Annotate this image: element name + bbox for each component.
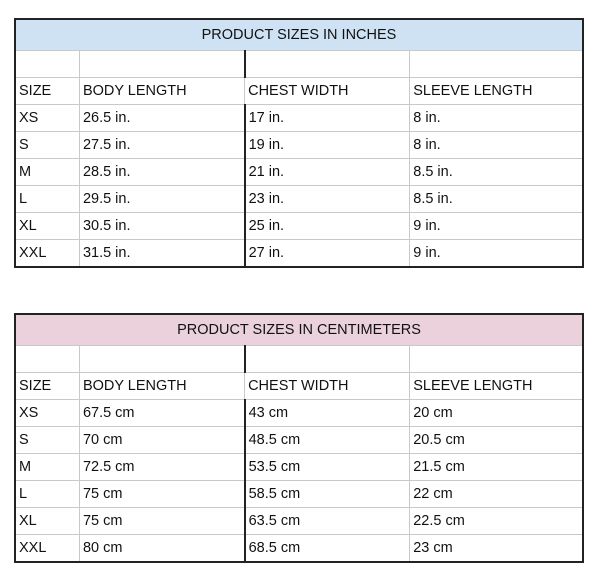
measurement-cell: 25 in. [245, 213, 410, 240]
blank-cell [410, 346, 583, 373]
measurement-cell: 20.5 cm [410, 427, 583, 454]
centimeters-size-table [14, 313, 584, 563]
column-header: SLEEVE LENGTH [410, 373, 583, 400]
size-cell: XXL [15, 535, 79, 563]
measurement-cell: 48.5 cm [245, 427, 410, 454]
column-header: BODY LENGTH [79, 373, 244, 400]
column-header: SIZE [15, 373, 79, 400]
measurement-cell: 23 in. [245, 186, 410, 213]
measurement-cell: 8 in. [410, 132, 583, 159]
measurement-cell: 68.5 cm [245, 535, 410, 563]
measurement-cell: 26.5 in. [79, 105, 244, 132]
inches-header-row [15, 78, 583, 105]
table-row [15, 400, 583, 427]
table-row [15, 132, 583, 159]
measurement-cell: 23 cm [410, 535, 583, 563]
measurement-cell: 27 in. [245, 240, 410, 268]
measurement-cell: 75 cm [79, 508, 244, 535]
measurement-cell: 9 in. [410, 240, 583, 268]
measurement-cell: 20 cm [410, 400, 583, 427]
size-cell: XS [15, 400, 79, 427]
inches-size-table [14, 18, 584, 268]
blank-cell [410, 51, 583, 78]
size-cell: S [15, 427, 79, 454]
measurement-cell: 8.5 in. [410, 186, 583, 213]
inches-table-body [15, 19, 583, 267]
measurement-cell: 75 cm [79, 481, 244, 508]
table-row [15, 240, 583, 268]
measurement-cell: 17 in. [245, 105, 410, 132]
size-cell: L [15, 186, 79, 213]
measurement-cell: 22 cm [410, 481, 583, 508]
measurement-cell: 19 in. [245, 132, 410, 159]
table-row [15, 105, 583, 132]
table-row [15, 508, 583, 535]
inches-blank-row [15, 51, 583, 78]
column-header: CHEST WIDTH [245, 78, 410, 105]
inches-table-title: PRODUCT SIZES IN INCHES [15, 19, 583, 51]
blank-cell [79, 51, 244, 78]
measurement-cell: 8 in. [410, 105, 583, 132]
table-row [15, 454, 583, 481]
centimeters-title-row [15, 314, 583, 346]
centimeters-table-title: PRODUCT SIZES IN CENTIMETERS [15, 314, 583, 346]
column-header: CHEST WIDTH [245, 373, 410, 400]
table-row [15, 427, 583, 454]
measurement-cell: 8.5 in. [410, 159, 583, 186]
table-row [15, 535, 583, 563]
blank-cell [245, 51, 410, 78]
size-cell: XXL [15, 240, 79, 268]
inches-title-row [15, 19, 583, 51]
measurement-cell: 70 cm [79, 427, 244, 454]
size-cell: XS [15, 105, 79, 132]
measurement-cell: 63.5 cm [245, 508, 410, 535]
centimeters-header-row [15, 373, 583, 400]
blank-cell [15, 51, 79, 78]
measurement-cell: 72.5 cm [79, 454, 244, 481]
size-cell: M [15, 159, 79, 186]
measurement-cell: 43 cm [245, 400, 410, 427]
measurement-cell: 30.5 in. [79, 213, 244, 240]
measurement-cell: 29.5 in. [79, 186, 244, 213]
centimeters-table-body [15, 314, 583, 562]
size-cell: M [15, 454, 79, 481]
measurement-cell: 80 cm [79, 535, 244, 563]
column-header: BODY LENGTH [79, 78, 244, 105]
centimeters-blank-row [15, 346, 583, 373]
measurement-cell: 67.5 cm [79, 400, 244, 427]
table-row [15, 481, 583, 508]
measurement-cell: 22.5 cm [410, 508, 583, 535]
measurement-cell: 21.5 cm [410, 454, 583, 481]
size-cell: XL [15, 508, 79, 535]
measurement-cell: 53.5 cm [245, 454, 410, 481]
size-cell: S [15, 132, 79, 159]
size-cell: L [15, 481, 79, 508]
size-cell: XL [15, 213, 79, 240]
measurement-cell: 28.5 in. [79, 159, 244, 186]
table-row [15, 213, 583, 240]
blank-cell [15, 346, 79, 373]
table-row [15, 159, 583, 186]
table-row [15, 186, 583, 213]
measurement-cell: 9 in. [410, 213, 583, 240]
measurement-cell: 31.5 in. [79, 240, 244, 268]
measurement-cell: 21 in. [245, 159, 410, 186]
column-header: SIZE [15, 78, 79, 105]
blank-cell [245, 346, 410, 373]
column-header: SLEEVE LENGTH [410, 78, 583, 105]
measurement-cell: 58.5 cm [245, 481, 410, 508]
blank-cell [79, 346, 244, 373]
measurement-cell: 27.5 in. [79, 132, 244, 159]
